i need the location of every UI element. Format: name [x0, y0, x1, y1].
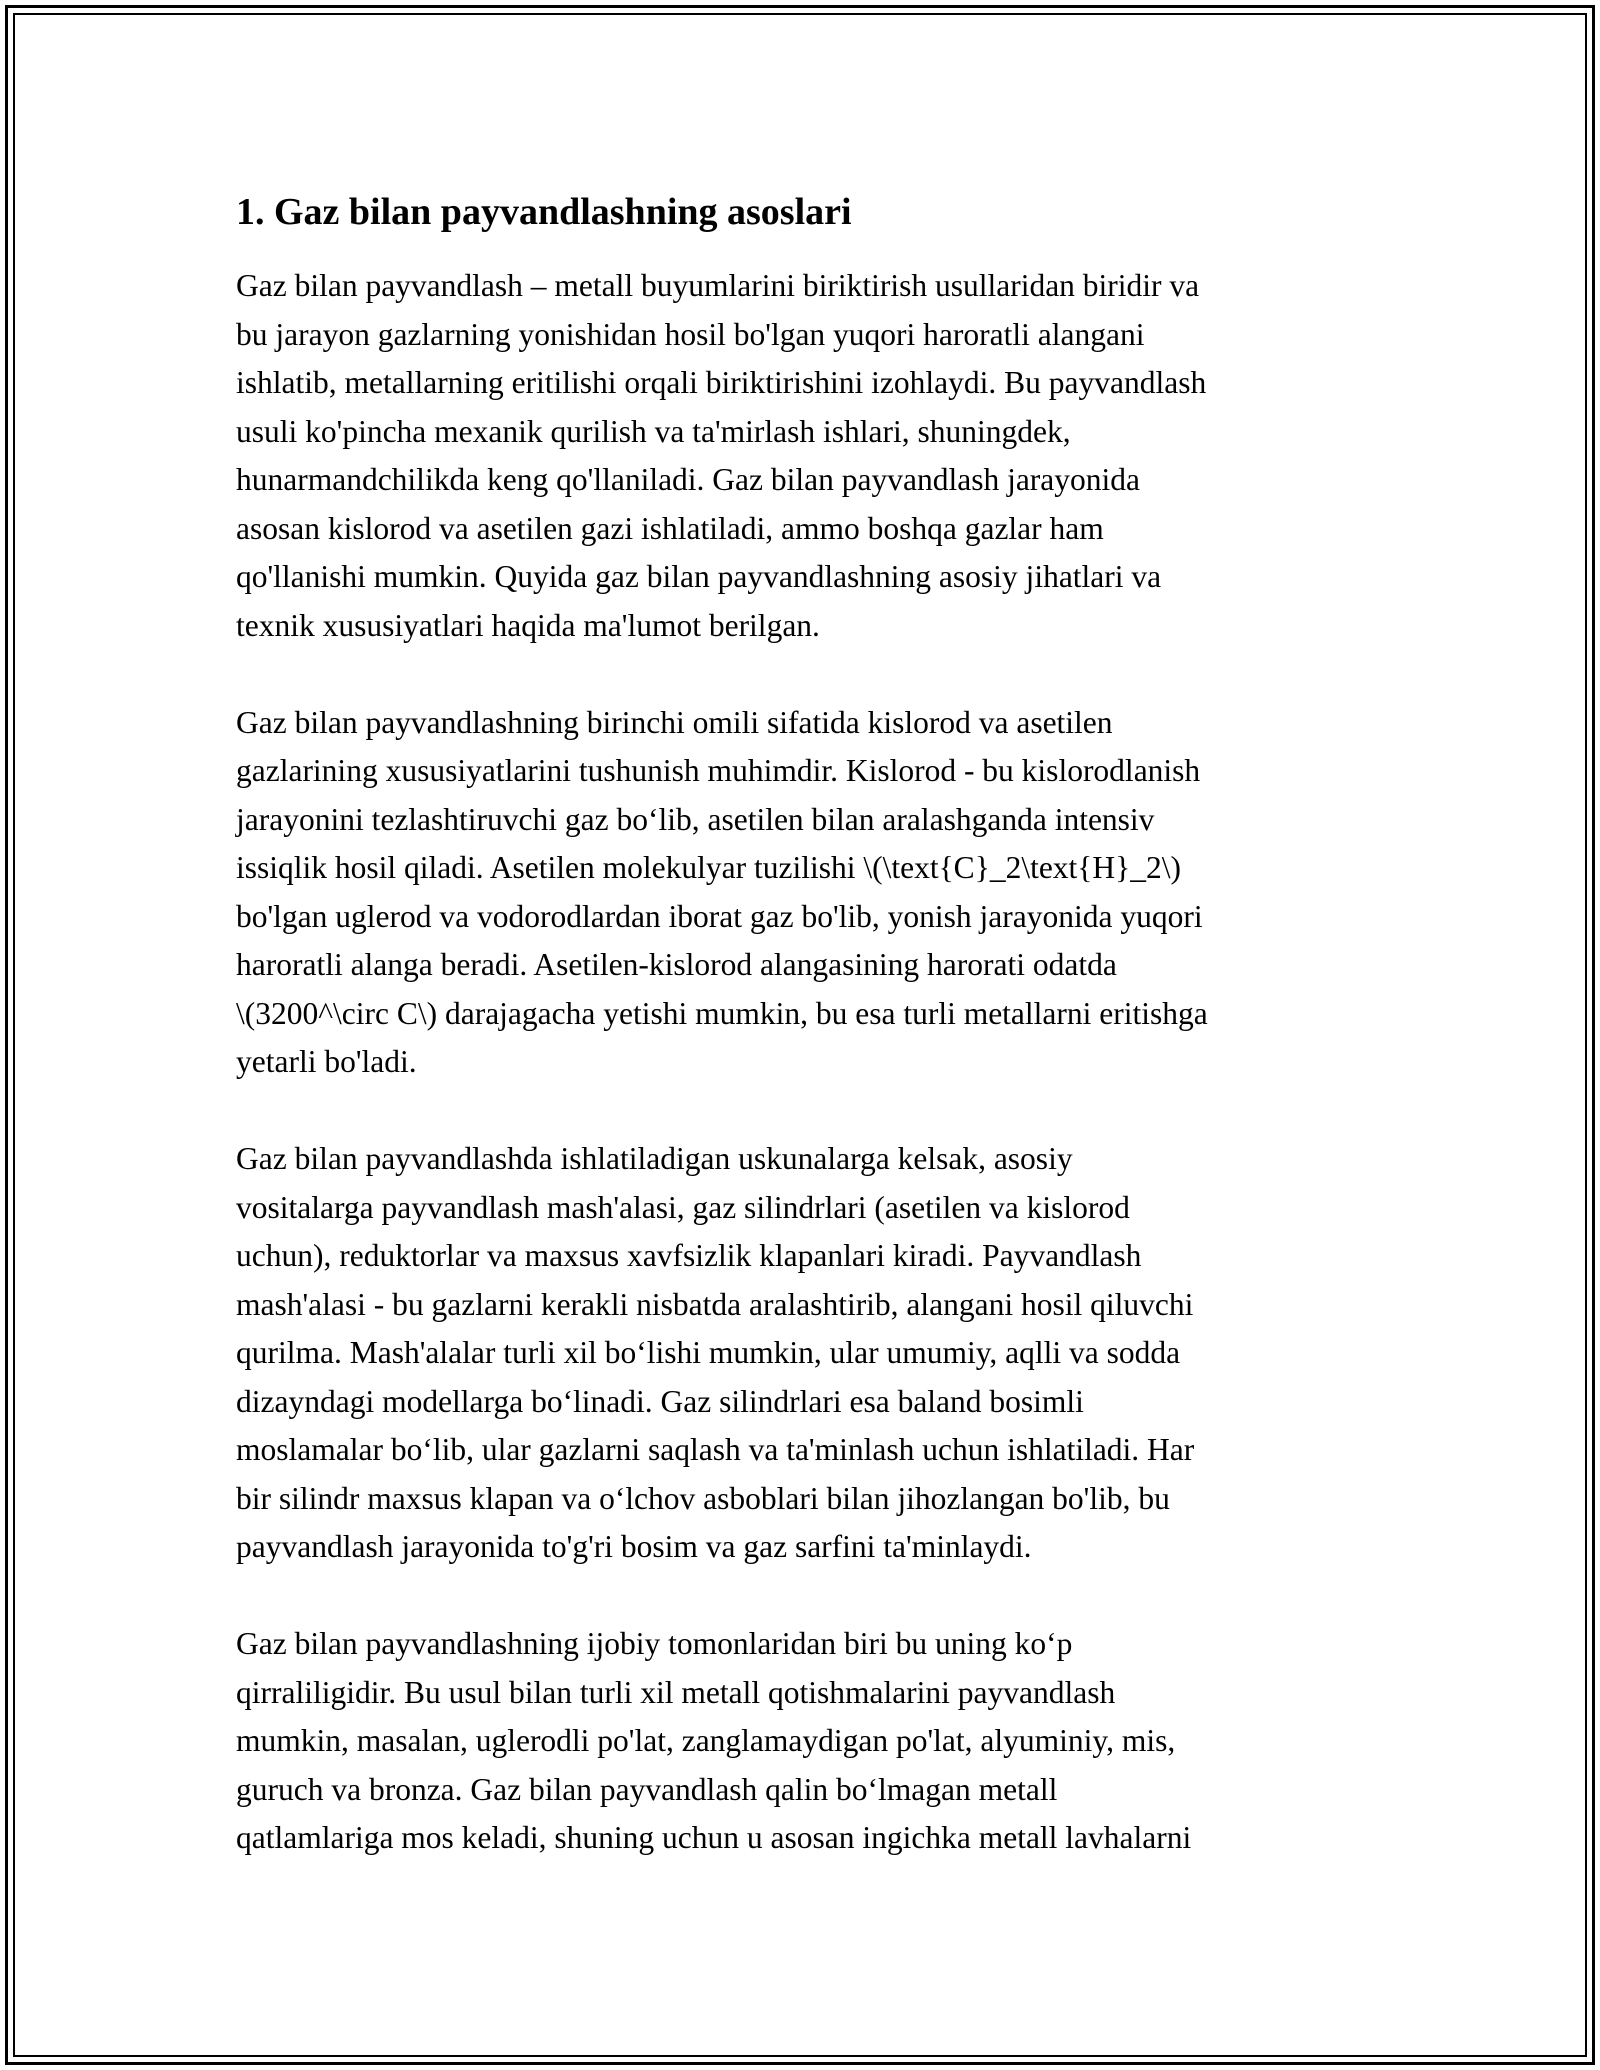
- text-line: qirraliligidir. Bu usul bilan turli xil metall qotishmalarini payvandlash: [236, 1674, 1116, 1710]
- text-line: qurilma. Mash'alalar turli xil bo‘lishi mumkin, ular umumiy, aqlli va sodda: [236, 1335, 1181, 1370]
- text-line: bo'lgan uglerod va vodorodlardan iborat gaz bo'lib, yonish jarayonida yuqori: [236, 898, 1203, 934]
- text-line: guruch va bronza. Gaz bilan payvandlash qalin bo‘lmagan metall: [236, 1771, 1058, 1807]
- text-line: texnik xususiyatlari haqida ma'lumot berilgan.: [236, 607, 820, 643]
- text-line: jarayonini tezlashtiruvchi gaz bo‘lib, asetilen bilan aralashganda intensiv: [236, 801, 1155, 837]
- text-line: asosan kislorod va asetilen gazi ishlatiladi, ammo boshqa gazlar ham: [236, 510, 1104, 546]
- text-line: Gaz bilan payvandlashning birinchi omili sifatida kislorod va asetilen: [236, 704, 1113, 740]
- paragraph-gases: [236, 699, 1376, 1087]
- text-line: Gaz bilan payvandlashda ishlatiladigan uskunalarga kelsak, asosiy: [236, 1141, 1073, 1176]
- text-line: bu jarayon gazlarning yonishidan hosil bo'lgan yuqori haroratli alangani: [236, 316, 1145, 352]
- paragraph-intro: [236, 262, 1376, 650]
- text-line: gazlarining xususiyatlarini tushunish muhimdir. Kislorod - bu kislorodlanish: [236, 753, 1201, 788]
- text-line: haroratli alanga beradi. Asetilen-kislorod alangasining harorati odatda: [236, 947, 1117, 982]
- text-line: mash'alasi - bu gazlarni kerakli nisbatda aralashtirib, alangani hosil qiluvchi: [236, 1286, 1194, 1322]
- text-line: payvandlash jarayonida to'g'ri bosim va gaz sarfini ta'minlaydi.: [236, 1529, 1032, 1564]
- section-heading: 1. Gaz bilan payvandlashning asoslari: [236, 191, 852, 233]
- paragraph-equipment: [236, 1135, 1376, 1572]
- text-line: vositalarga payvandlash mash'alasi, gaz silindrlari (asetilen va kislorod: [236, 1189, 1130, 1225]
- text-line: usuli ko'pincha mexanik qurilish va ta'mirlash ishlari, shuningdek,: [236, 413, 1071, 449]
- text-line: dizayndagi modellarga bo‘linadi. Gaz silindrlari esa baland bosimli: [236, 1383, 1084, 1419]
- text-line: ishlatib, metallarning eritilishi orqali biriktirishini izohlaydi. Bu payvandlash: [236, 365, 1207, 400]
- paragraph-advantages: [236, 1620, 1376, 1863]
- text-line: Gaz bilan payvandlash – metall buyumlarini biriktirish usullaridan biridir va: [236, 268, 1200, 303]
- text-line: qatlamlariga mos keladi, shuning uchun u asosan ingichka metall lavhalarni: [236, 1820, 1192, 1855]
- text-line: hunarmandchilikda keng qo'llaniladi. Gaz bilan payvandlash jarayonida: [236, 462, 1141, 497]
- text-line: yetarli bo'ladi.: [236, 1044, 417, 1079]
- text-line: issiqlik hosil qiladi. Asetilen molekulyar tuzilishi \(\text{C}_2\text{H}_2\): [236, 850, 1182, 885]
- text-line: bir silindr maxsus klapan va o‘lchov asboblari bilan jihozlangan bo'lib, bu: [236, 1480, 1170, 1516]
- text-line: qo'llanishi mumkin. Quyida gaz bilan payvandlashning asosiy jihatlari va: [236, 559, 1162, 594]
- text-line: uchun), reduktorlar va maxsus xavfsizlik klapanlari kiradi. Payvandlash: [236, 1238, 1142, 1273]
- text-line: Gaz bilan payvandlashning ijobiy tomonlaridan biri bu uning ko‘p: [236, 1626, 1073, 1661]
- document-body: [236, 186, 1376, 1911]
- text-line: mumkin, masalan, uglerodli po'lat, zanglamaydigan po'lat, alyuminiy, mis,: [236, 1723, 1176, 1758]
- text-line: \(3200^\circ C\) darajagacha yetishi mumkin, bu esa turli metallarni eritishga: [236, 995, 1208, 1031]
- text-line: moslamalar bo‘lib, ular gazlarni saqlash va ta'minlash uchun ishlatiladi. Har: [236, 1432, 1195, 1467]
